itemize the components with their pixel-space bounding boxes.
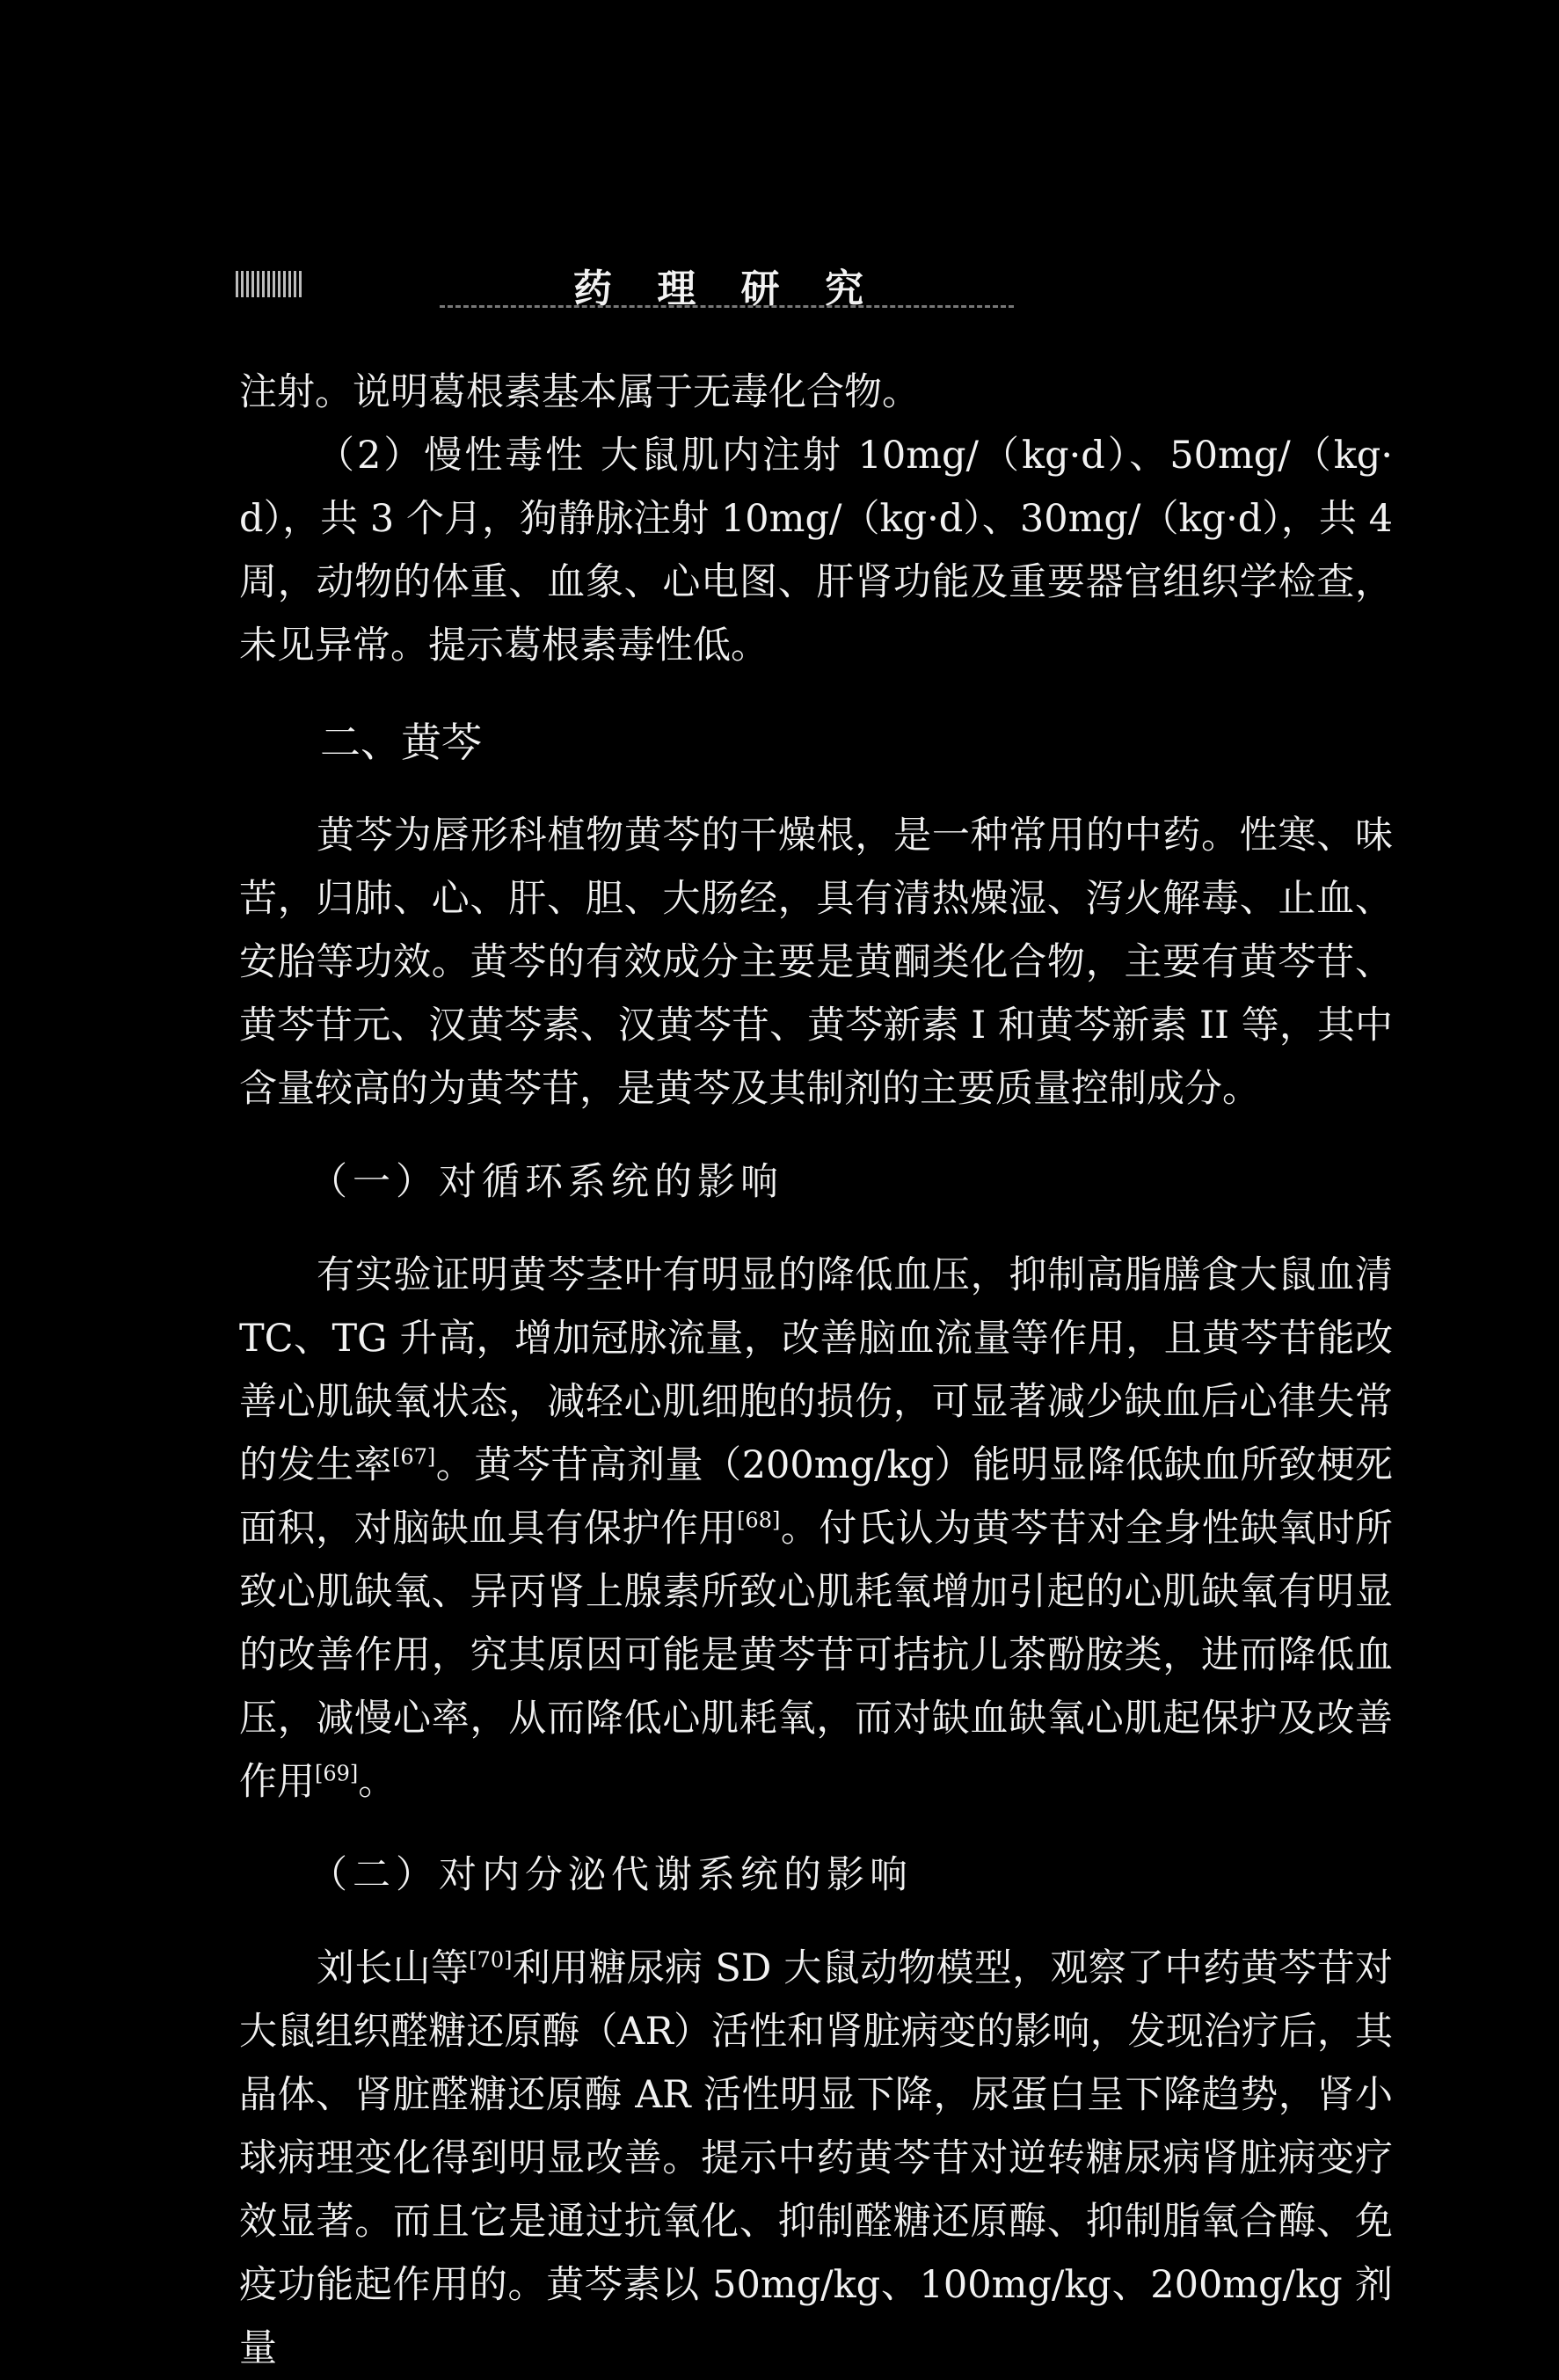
subsection-heading: （二）对内分泌代谢系统的影响 <box>310 1853 913 1897</box>
paragraph-text: 。 <box>358 1760 397 1804</box>
citation-ref: [68] <box>737 1508 781 1533</box>
running-header-title: 药 理 研 究 <box>573 266 879 311</box>
body-paragraph: 注射。说明葛根素基本属于无毒化合物。 <box>239 370 920 414</box>
citation-ref: [67] <box>391 1444 436 1470</box>
paragraph-text: 刘长山等 <box>317 1946 470 1990</box>
running-header <box>0 257 1559 310</box>
page-body <box>239 361 1393 2380</box>
paragraph-text: 。付氏认为黄芩苷对全身性缺氧时所致心肌缺氧、异丙肾上腺素所致心肌耗氧增加引起的心肌缺氧有明显的改善作用，究其原因可能是黄芩苷可拮抗儿茶酚胺类，进而降低血压，减慢心率，从而降低心肌耗氧，而对缺血缺氧心肌起保护及改善作用 <box>239 1507 1394 1804</box>
header-rule <box>440 305 1014 308</box>
body-paragraph: （2）慢性毒性 大鼠肌内注射 10mg/（kg·d）、50mg/（kg·d），共 3 个月，狗静脉注射 10mg/（kg·d）、30mg/（kg·d），共 4 周，动物的体重、血象、心电图、肝肾功能及重要器官组织学检查，未见异常。提示葛根素毒性低。 <box>239 434 1393 668</box>
header-ornament <box>236 271 302 297</box>
paragraph-text: 利用糖尿病 SD 大鼠动物模型，观察了中药黄芩苷对大鼠组织醛糖还原酶（AR）活性和肾脏病变的影响，发现治疗后，其晶体、肾脏醛糖还原酶 AR 活性明显下降，尿蛋白呈下降趋势，肾小球病理变化得到明显改善。提示中药黄芩苷对逆转糖尿病肾脏病变疗效显著。而且它是通过抗氧化、抑制醛糖还原酶、抑制脂氧合酶、免疫功能起作用的。黄芩素以 50mg/kg、100mg/kg、200mg/kg 剂量 <box>239 1946 1394 2370</box>
citation-ref: [70] <box>469 1947 513 1973</box>
paragraph-text: 有实验证明黄芩茎叶有明显的降低血压，抑制高脂膳食大鼠血清 TC、TG 升高，增加冠脉流量，改善脑血流量等作用，且黄芩苷能改善心肌缺氧状态，减轻心肌细胞的损伤，可显著减少缺血后心律失常的发生率 <box>239 1253 1393 1487</box>
paragraph-text: 。黄芩苷高剂量（200mg/kg）能明显降低缺血所致梗死面积，对脑缺血具有保护作用 <box>239 1443 1393 1551</box>
body-paragraph <box>239 1244 1393 1814</box>
citation-ref: [69] <box>315 1761 359 1786</box>
subsection-heading: （一）对循环系统的影响 <box>310 1160 783 1204</box>
body-paragraph: 黄芩为唇形科植物黄芩的干燥根，是一种常用的中药。性寒、味苦，归肺、心、肝、胆、大肠经，具有清热燥湿、泻火解毒、止血、安胎等功效。黄芩的有效成分主要是黄酮类化合物，主要有黄芩苷、黄芩苷元、汉黄芩素、汉黄芩苷、黄芩新素 I 和黄芩新素 II 等，其中含量较高的为黄芩苷，是黄芩及其制剂的主要质量控制成分。 <box>239 814 1393 1111</box>
section-heading: 二、黄芩 <box>320 719 482 766</box>
body-paragraph <box>239 1937 1393 2380</box>
